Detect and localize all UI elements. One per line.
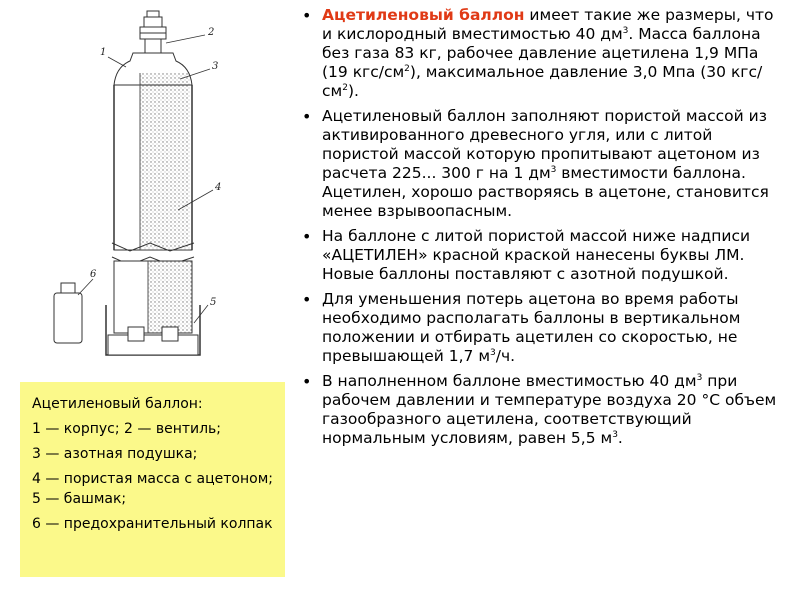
legend-title: Ацетиленовый баллон: [32, 396, 203, 412]
text-run: ), максимальное давление 3,0 Мпа (30 кгс/см [322, 63, 763, 100]
superscript: 3 [696, 373, 703, 383]
text-run: . [617, 429, 623, 447]
text-run: вместимости баллона. Ацетилен, хорошо растворяясь в ацетоне, становится менее взрывоопасным. [322, 164, 769, 220]
superscript: 3 [490, 348, 496, 358]
callout-1: 1 [100, 47, 107, 58]
superscript: 2 [342, 83, 348, 93]
superscript: 2 [404, 64, 410, 74]
text-run: имеет такие же размеры, что и кислородный вместимостью 40 дм [322, 6, 774, 43]
bullet-item [298, 6, 788, 101]
text-run: при рабочем давлении и температуре воздуха 20 °С объем газообразного ацетилена, соответствующий нормальным условиям, равен 5,5 м [322, 372, 777, 447]
legend-item: 3 — азотная подушка; [32, 446, 198, 462]
legend-item: 1 — корпус; 2 — вентиль; [32, 421, 222, 437]
superscript: 3 [550, 165, 557, 175]
description-text [298, 6, 788, 454]
text-run: В наполненном баллоне вместимостью 40 дм [322, 372, 697, 390]
legend-item: 6 — предохранительный колпак [32, 516, 273, 532]
bullet-item [298, 107, 788, 221]
bullet-item [298, 227, 788, 284]
highlight-term: Ацетиленовый баллон [322, 6, 525, 24]
text-run: Ацетиленовый баллон заполняют пористой массой из активированного древесного угля, или с литой пористой массой которую пропитывают ацетоном из расчета 225... 300 г на 1 дм [322, 107, 767, 182]
superscript: 3 [622, 26, 629, 36]
bullet-list [298, 6, 788, 448]
figure-legend [20, 382, 285, 577]
valve [140, 11, 166, 53]
callout-2: 2 [208, 27, 215, 38]
protective-cap [54, 283, 82, 343]
text-run: . Масса баллона без газа 83 кг, рабочее давление ацетилена 1,9 МПа (19 кгс/см [322, 25, 761, 81]
superscript: 3 [612, 430, 618, 440]
bullet-item [298, 372, 788, 448]
callout-4: 4 [215, 182, 222, 193]
callout-5: 5 [210, 297, 217, 308]
acetylene-cylinder-figure [30, 5, 260, 385]
text-run: ). [347, 82, 359, 100]
cylinder-body [114, 73, 192, 250]
text-run: /ч. [495, 347, 516, 365]
callout-6: 6 [90, 269, 97, 280]
bullet-item [298, 290, 788, 366]
callout-3: 3 [212, 61, 219, 72]
text-run: На баллоне с литой пористой массой ниже надписи «АЦЕТИЛЕН» красной краской нанесены буквы ЛМ. Новые баллоны поставляют с азотной подушкой. [322, 227, 751, 283]
legend-item: 4 — пористая масса с ацетоном; 5 — башмак; [32, 471, 273, 507]
cylinder-drawing [30, 5, 260, 385]
text-run: Для уменьшения потерь ацетона во время работы необходимо располагать баллоны в вертикальном положении и отбирать ацетилен со скоростью, не превышающей 1,7 м [322, 290, 741, 365]
